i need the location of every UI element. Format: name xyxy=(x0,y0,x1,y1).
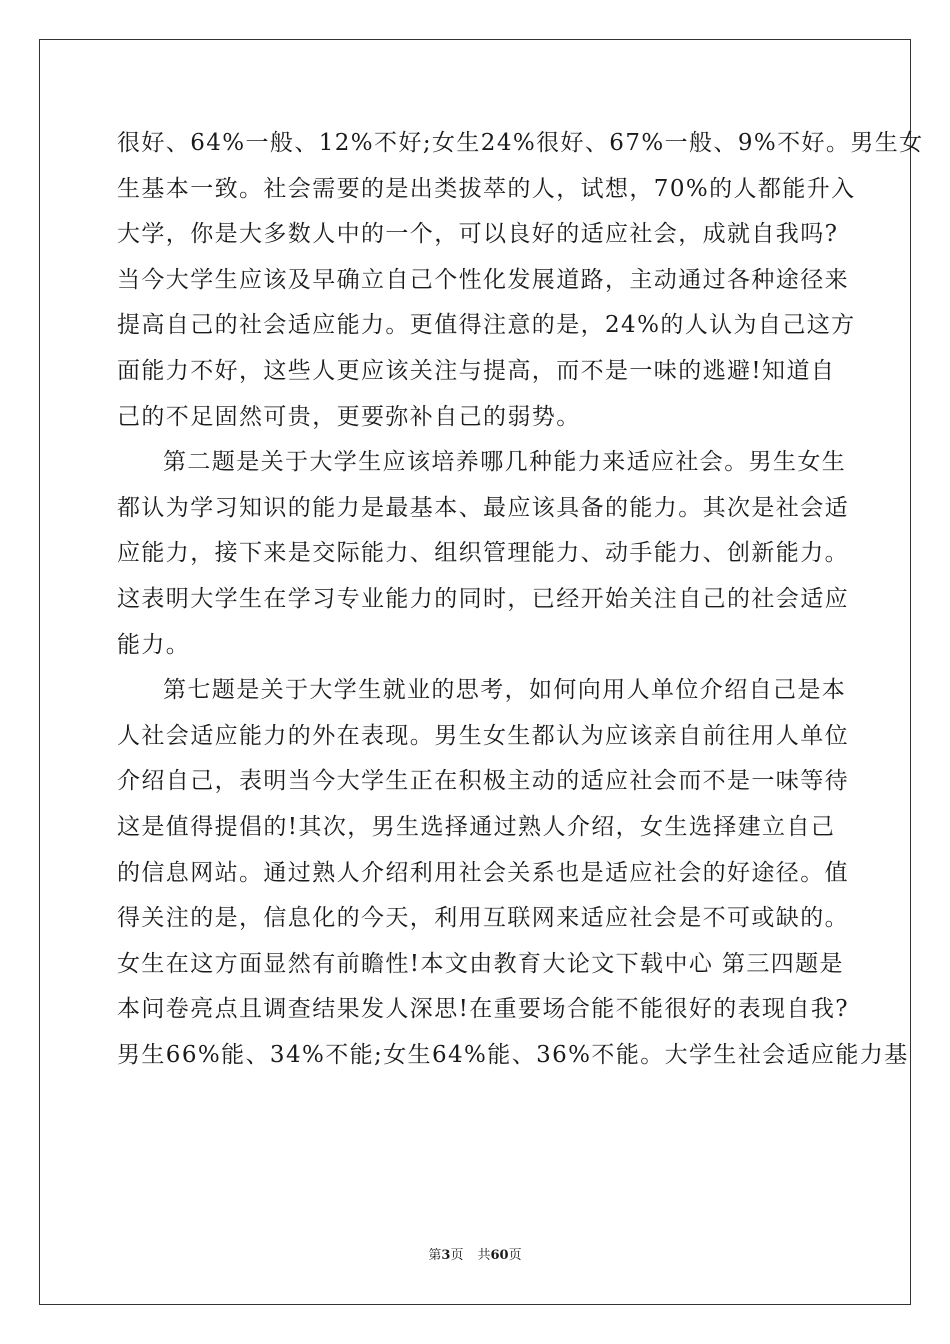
text-line: 得关注的是，信息化的今天，利用互联网来适应社会是不可或缺的。 xyxy=(117,905,849,932)
text-line: 当今大学生应该及早确立自己个性化发展道路，主动通过各种途径来 xyxy=(117,266,849,293)
text-line: 人社会适应能力的外在表现。男生女生都认为应该亲自前往用人单位 xyxy=(117,722,849,749)
text-line: 提高自己的社会适应能力。更值得注意的是，24%的人认为自己这方 xyxy=(117,312,856,339)
text-line: 面能力不好，这些人更应该关注与提高，而不是一味的逃避!知道自 xyxy=(117,357,836,384)
footer-total-unit: 页 xyxy=(508,1248,522,1263)
footer-prefix: 第 xyxy=(428,1248,442,1263)
paragraph-3 xyxy=(117,668,909,1078)
text-line: 这是值得提倡的!其次，男生选择通过熟人介绍，女生选择建立自己 xyxy=(117,813,836,840)
text-line: 己的不足固然可贵，更要弥补自己的弱势。 xyxy=(117,403,581,430)
text-line: 能力。 xyxy=(117,631,191,658)
text-line: 女生在这方面显然有前瞻性!本文由教育大论文下载中心 第三四题是 xyxy=(117,950,844,977)
text-line: 介绍自己，表明当今大学生正在积极主动的适应社会而不是一味等待 xyxy=(117,768,849,795)
page-footer xyxy=(0,1246,950,1266)
total-pages-number: 60 xyxy=(490,1248,509,1263)
paragraph-2 xyxy=(117,440,849,668)
text-line: 大学，你是大多数人中的一个，可以良好的适应社会，成就自我吗? xyxy=(117,221,839,248)
text-line: 应能力，接下来是交际能力、组织管理能力、动手能力、创新能力。 xyxy=(117,540,849,567)
document-body xyxy=(117,121,924,1078)
text-line: 男生66%能、34%不能;女生64%能、36%不能。大学生社会适应能力基 xyxy=(117,1041,909,1068)
text-line: 本问卷亮点且调查结果发人深思!在重要场合能不能很好的表现自我? xyxy=(117,996,849,1023)
text-line: 都认为学习知识的能力是最基本、最应该具备的能力。其次是社会适 xyxy=(117,494,849,521)
footer-page-unit: 页 xyxy=(450,1248,464,1263)
text-line: 第七题是关于大学生就业的思考，如何向用人单位介绍自己是本 xyxy=(163,677,847,704)
text-line: 生基本一致。社会需要的是出类拔萃的人，试想，70%的人都能升入 xyxy=(117,175,856,202)
text-line: 很好、64%一般、12%不好;女生24%很好、67%一般、9%不好。男生女 xyxy=(117,130,924,156)
text-line: 这表明大学生在学习专业能力的同时，已经开始关注自己的社会适应 xyxy=(117,585,849,612)
text-line: 的信息网站。通过熟人介绍利用社会关系也是适应社会的好途径。值 xyxy=(117,859,849,886)
text-line: 第二题是关于大学生应该培养哪几种能力来适应社会。男生女生 xyxy=(163,449,847,476)
current-page-number: 3 xyxy=(441,1248,451,1263)
paragraph-1 xyxy=(117,121,924,440)
footer-total-prefix: 共 xyxy=(477,1248,491,1263)
